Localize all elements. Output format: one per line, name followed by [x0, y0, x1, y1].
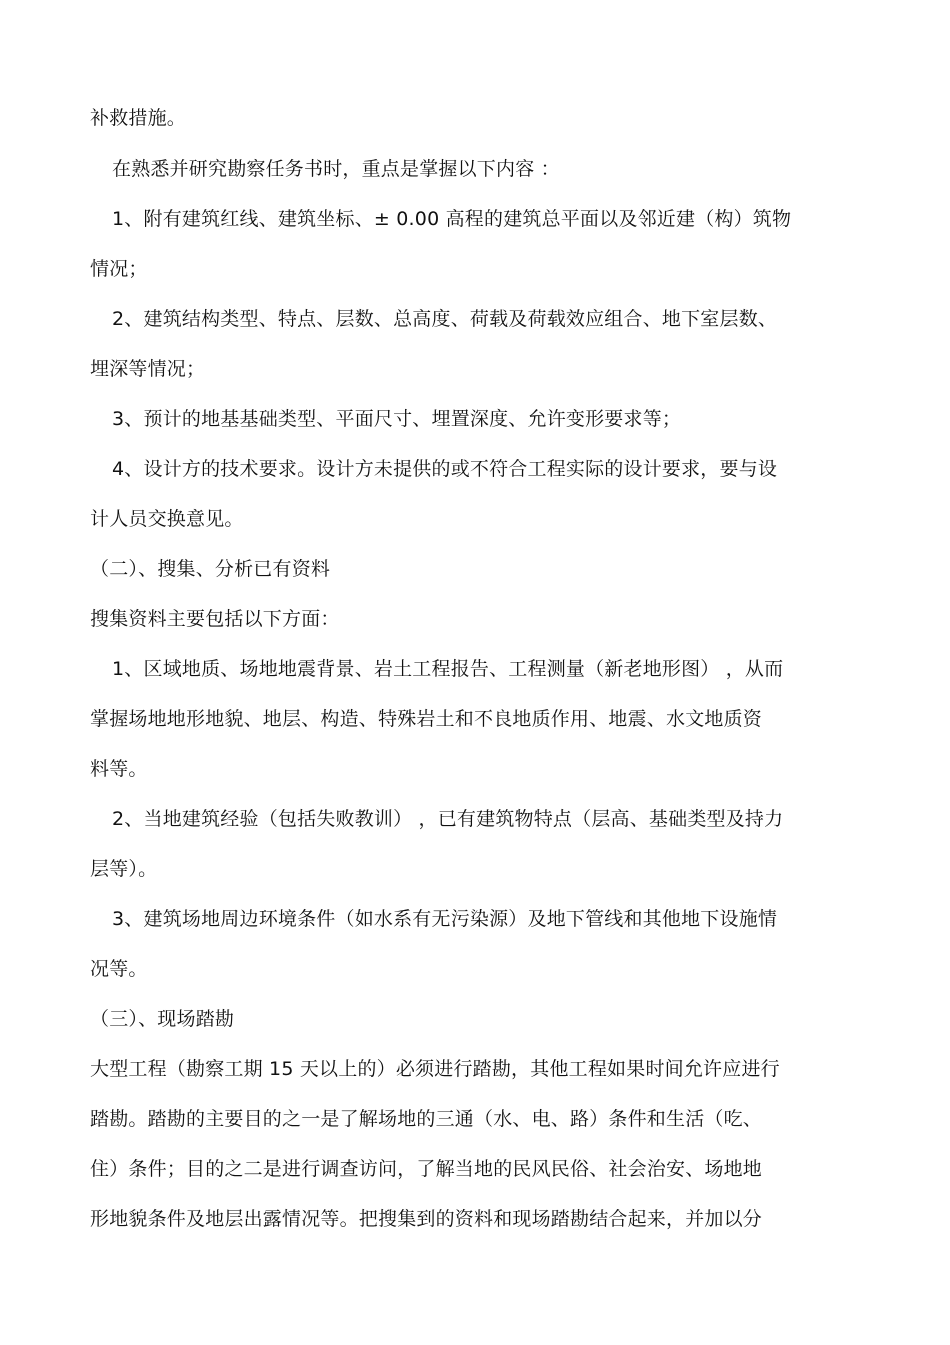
- text-line-11: 搜集资料主要包括以下方面：: [90, 608, 340, 630]
- text-line-16: 层等）。: [90, 858, 158, 880]
- text-line-3: 1、附有建筑红线、建筑坐标、± 0.00 高程的建筑总平面以及邻近建（构）筑物: [112, 208, 792, 230]
- text-line-6: 埋深等情况；: [90, 358, 206, 380]
- text-line-17: 3、建筑场地周边环境条件（如水系有无污染源）及地下管线和其他地下设施情: [112, 908, 778, 930]
- text-line-13: 掌握场地地形地貌、地层、构造、特殊岩土和不良地质作用、地震、水文地质资: [90, 708, 763, 730]
- text-line-1: 补救措施。: [90, 107, 187, 129]
- text-line-15: 2、当地建筑经验（包括失败教训） ，已有建筑物特点（层高、基础类型及持力: [112, 808, 784, 830]
- text-line-12: 1、区域地质、场地地震背景、岩土工程报告、工程测量（新老地形图） ，从而: [112, 658, 784, 680]
- text-line-21: 踏勘。踏勘的主要目的之一是了解场地的三通（水、电、路）条件和生活（吃、: [90, 1108, 763, 1130]
- text-line-20: 大型工程（勘察工期 15 天以上的）必须进行踏勘，其他工程如果时间允许应进行: [90, 1058, 780, 1080]
- text-line-8: 4、设计方的技术要求。设计方未提供的或不符合工程实际的设计要求，要与设: [112, 458, 778, 480]
- text-line-5: 2、建筑结构类型、特点、层数、总高度、荷载及荷载效应组合、地下室层数、: [112, 308, 778, 330]
- text-line-9: 计人员交换意见。: [90, 508, 244, 530]
- text-line-7: 3、预计的地基基础类型、平面尺寸、埋置深度、允许变形要求等；: [112, 408, 682, 430]
- text-line-22: 住）条件；目的之二是进行调查访问，了解当地的民风民俗、社会治安、场地地: [90, 1158, 763, 1180]
- text-line-14: 料等。: [90, 758, 148, 780]
- text-line-4: 情况；: [90, 258, 148, 280]
- text-line-2: 在熟悉并研究勘察任务书时，重点是掌握以下内容 ：: [112, 158, 560, 180]
- text-line-18: 况等。: [90, 958, 148, 980]
- section-heading-3: （三）、现场踏勘: [90, 1008, 235, 1030]
- text-line-23: 形地貌条件及地层出露情况等。把搜集到的资料和现场踏勘结合起来，并加以分: [90, 1208, 763, 1230]
- section-heading-2: （二）、搜集、分析已有资料: [90, 558, 331, 580]
